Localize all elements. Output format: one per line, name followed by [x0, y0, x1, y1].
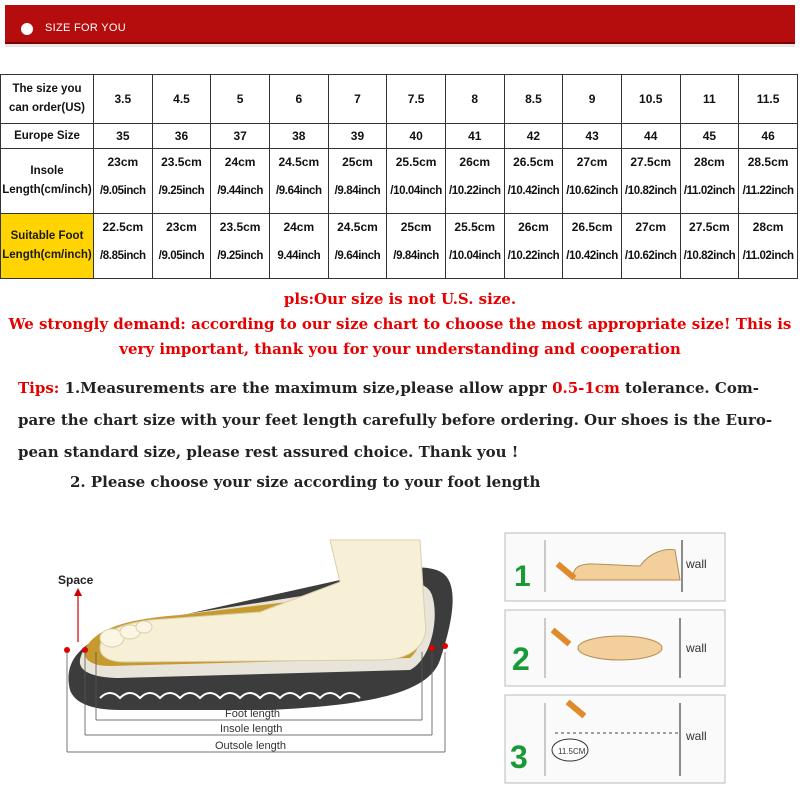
foot-length-label: Suitable Foot Length(cm/inch) [1, 214, 94, 279]
ruler-label: 11.5CM [558, 747, 586, 756]
arrow-head-icon [74, 588, 82, 596]
insole-cm: 23.5cm [161, 155, 202, 169]
foot-inch: /10.04inch [448, 250, 501, 262]
europe-size-cell: 45 [680, 124, 739, 149]
insole-cm: 24cm [224, 155, 256, 169]
europe-size-cell: 41 [445, 124, 504, 149]
foot-cm: 28cm [752, 220, 784, 234]
us-size-cell: 10.5 [621, 75, 680, 124]
foot-length-cell [387, 214, 446, 279]
europe-size-cell: 43 [563, 124, 622, 149]
foot-cm: 24.5cm [337, 220, 378, 234]
foot-length-cell [504, 214, 563, 279]
header-band [5, 5, 795, 44]
foot-length-cell [152, 214, 211, 279]
size-notice: pls:Our size is not U.S. size. [283, 290, 517, 308]
insole-length-cell [152, 149, 211, 214]
us-size-label: The size you can order(US) [1, 75, 94, 124]
wall-label: wall [686, 729, 707, 743]
insole-cm: 28cm [694, 155, 725, 169]
foot-length-cell [445, 214, 504, 279]
foot-inch: /9.25inch [217, 250, 263, 262]
insole-inch: /10.22inch [448, 185, 501, 197]
insole-length-cell [445, 149, 504, 214]
measuring-steps [500, 528, 735, 788]
insole-inch: /11.22inch [742, 185, 794, 197]
europe-size-cell: 44 [621, 124, 680, 149]
tolerance-value: 0.5-1cm [552, 379, 620, 397]
insole-length-cell [680, 149, 739, 214]
insole-length-label: Insole Length(cm/inch) [1, 149, 94, 214]
insole-cm: 27.5cm [630, 155, 672, 169]
insole-inch: /9.05inch [100, 185, 146, 197]
insole-cm: 25cm [342, 155, 373, 169]
foot-inch: /10.82inch [683, 250, 736, 262]
foot-measurement-diagram [40, 520, 490, 790]
demand-notice-line-2: very important, thank you for your understanding and cooperation [119, 340, 681, 358]
insole-length-cell [739, 149, 798, 214]
insole-cm: 24.5cm [278, 155, 320, 169]
tips-line-4: 2. Please choose your size according to your foot length [70, 473, 541, 491]
insole-cm: 26.5cm [513, 155, 554, 169]
foot-length-cell [328, 214, 387, 279]
foot-inch: /10.22inch [507, 250, 560, 262]
foot-length-cell [680, 214, 739, 279]
insole-inch: /9.64inch [275, 185, 322, 197]
us-size-cell: 5 [211, 75, 270, 124]
tips-line-3: pean standard size, please rest assured choice. Thank you ! [18, 443, 519, 461]
outsole-length-text: Outsole length [215, 740, 286, 752]
foot-cm: 24cm [283, 220, 315, 234]
foot-inch: /9.05inch [158, 250, 205, 262]
size-chart-table [0, 74, 798, 279]
us-size-cell: 8.5 [504, 75, 563, 124]
measure-step-3 [505, 695, 725, 783]
header [0, 0, 800, 56]
us-size-cell: 7.5 [387, 75, 446, 124]
foot-cm: 23.5cm [219, 220, 261, 234]
us-size-cell: 7 [328, 75, 387, 124]
foot-inch: /8.85inch [100, 250, 146, 262]
wall-label: wall [686, 557, 707, 571]
europe-size-cell: 36 [152, 124, 211, 149]
europe-size-row [1, 124, 798, 149]
us-size-cell: 6 [269, 75, 328, 124]
insole-length-cell [621, 149, 680, 214]
space-label: Space [58, 573, 94, 587]
insole-inch: /10.42inch [507, 185, 560, 197]
foot-inch: /9.64inch [334, 250, 381, 262]
insole-inch: /10.04inch [390, 185, 442, 197]
demand-notice-line-1: We strongly demand: according to our size chart to choose the most appropriate size! This is [8, 315, 792, 333]
insole-length-cell [269, 149, 328, 214]
foot-cm: 25.5cm [454, 220, 496, 234]
us-size-cell: 11 [680, 75, 739, 124]
europe-size-cell: 39 [328, 124, 387, 149]
insole-length-cell [94, 149, 153, 214]
measure-step-1 [505, 533, 725, 601]
tips-line-2: pare the chart size with your feet length carefully before ordering. Our shoes is the Euro- [18, 411, 773, 429]
foot-icon [578, 636, 662, 660]
us-size-cell: 9 [563, 75, 622, 124]
insole-cm: 23cm [107, 155, 139, 169]
insole-inch: /10.62inch [566, 185, 618, 197]
foot-inch: 9.44inch [277, 250, 321, 262]
europe-size-cell: 38 [269, 124, 328, 149]
foot-length-cell [621, 214, 680, 279]
insole-cm: 25.5cm [395, 155, 437, 169]
insole-length-cell [387, 149, 446, 214]
foot-cm: 27cm [635, 220, 667, 234]
toe [136, 621, 152, 633]
header-title: SIZE FOR YOU [45, 22, 127, 34]
europe-size-cell: 42 [504, 124, 563, 149]
foot-length-row [1, 214, 798, 279]
insole-length-text: Insole length [220, 723, 283, 735]
us-size-row [1, 75, 798, 124]
foot-inch: /11.02inch [742, 250, 794, 262]
foot-length-cell [739, 214, 798, 279]
foot-cm: 25cm [400, 220, 432, 234]
tips-line-1b: tolerance. Com- [619, 379, 759, 397]
foot-inch: /9.84inch [393, 250, 439, 262]
insole-length-cell [328, 149, 387, 214]
step-number: 3 [510, 739, 528, 775]
insole-inch: /9.44inch [217, 185, 263, 197]
us-size-cell: 11.5 [739, 75, 798, 124]
insole-cm: 26cm [459, 155, 491, 169]
insole-inch: /9.84inch [334, 185, 381, 197]
measure-step-2 [505, 610, 725, 686]
tips-label: Tips: [18, 379, 60, 397]
foot-cm: 22.5cm [102, 220, 144, 234]
europe-size-label: Europe Size [1, 124, 94, 149]
bullet-icon [21, 23, 33, 35]
foot-inch: /10.42inch [566, 250, 618, 262]
foot-cm: 26.5cm [571, 220, 613, 234]
europe-size-cell: 46 [739, 124, 798, 149]
insole-cm: 28.5cm [747, 155, 789, 169]
insole-length-cell [504, 149, 563, 214]
measure-point [429, 645, 435, 651]
insole-inch: /11.02inch [683, 185, 735, 197]
foot-length-cell [94, 214, 153, 279]
insole-inch: /10.82inch [624, 185, 677, 197]
foot-cm: 26cm [518, 220, 549, 234]
step-number: 1 [514, 560, 531, 593]
foot-length-text: Foot length [225, 708, 281, 720]
insole-cm: 27cm [576, 155, 608, 169]
insole-inch: /9.25inch [158, 185, 205, 197]
europe-size-cell: 35 [94, 124, 153, 149]
insole-length-cell [211, 149, 270, 214]
wall-label: wall [686, 641, 707, 655]
foot-length-cell [211, 214, 270, 279]
insole-length-cell [563, 149, 622, 214]
tips-line-1 [18, 379, 788, 397]
foot-length-cell [563, 214, 622, 279]
foot-length-cell [269, 214, 328, 279]
step-number: 2 [512, 641, 530, 677]
us-size-cell: 3.5 [94, 75, 153, 124]
measure-point [442, 643, 448, 649]
europe-size-cell: 37 [211, 124, 270, 149]
foot-cm: 23cm [166, 220, 197, 234]
europe-size-cell: 40 [387, 124, 446, 149]
tips-line-1a: 1.Measurements are the maximum size,please allow appr [59, 379, 553, 397]
foot-inch: /10.62inch [624, 250, 677, 262]
foot-cm: 27.5cm [689, 220, 730, 234]
us-size-cell: 8 [445, 75, 504, 124]
us-size-cell: 4.5 [152, 75, 211, 124]
insole-length-row [1, 149, 798, 214]
